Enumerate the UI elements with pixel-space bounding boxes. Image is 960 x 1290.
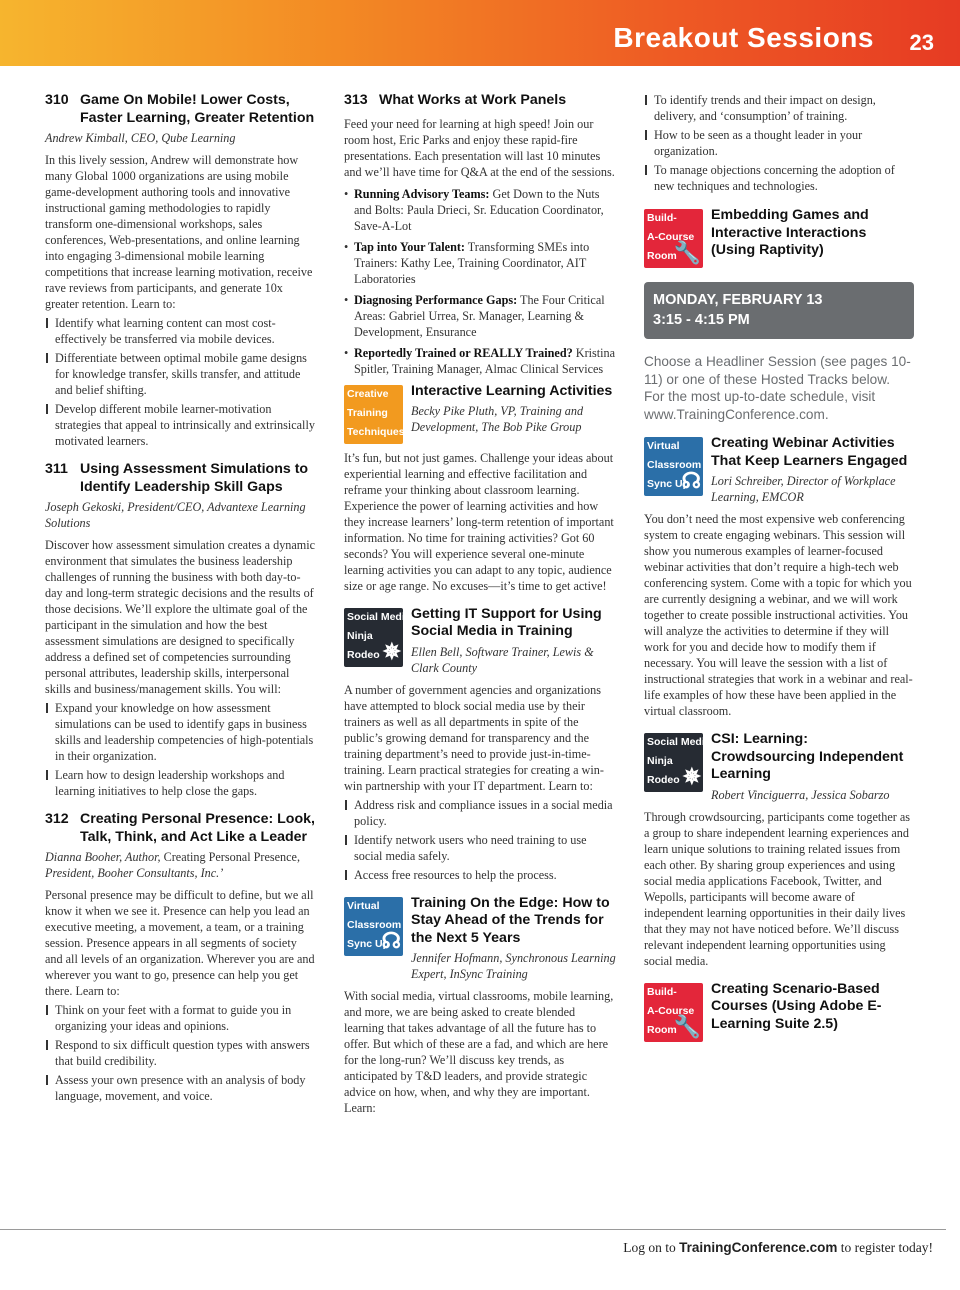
social-media-ninja-rodeo-badge: Social Media Ninja Rodeo ✵ bbox=[344, 608, 403, 667]
session-title: Game On Mobile! Lower Costs, Faster Learning, Greater Retention bbox=[80, 92, 315, 126]
panel-item: • Running Advisory Teams: Get Down to the Nuts and Bolts: Paula Drieci, Sr. Education Coordinator, Save-A-Lot bbox=[344, 186, 616, 234]
objective-item: How to be seen as a thought leader in your organization. bbox=[644, 127, 914, 159]
session-title: Creating Webinar Activities That Keep Learners Engaged bbox=[711, 435, 908, 469]
headset-icon: ☊ bbox=[681, 468, 701, 493]
session-description: Feed your need for learning at high speed! Join our room host, Eric Parks and enjoy these rapid-fire presentations. Each presentation will last 10 minutes and we’ll have time for Q&A at the end of the sessions. bbox=[344, 116, 615, 179]
speaker-book: Creating Personal Presence, bbox=[163, 850, 300, 864]
build-a-course-room-badge: Build- A-Course Room 🔧 bbox=[644, 209, 703, 268]
column-1 bbox=[45, 92, 317, 1104]
track-embedding-games bbox=[644, 209, 914, 268]
panel-item: • Diagnosing Performance Gaps: The Four Critical Areas: Gabriel Urrea, Sr. Manager, Learning & Development, Ensurance bbox=[344, 292, 616, 340]
headset-icon: ☊ bbox=[381, 927, 401, 953]
objective-item: Learn how to design leadership workshops and learning initiatives to help close the gaps. bbox=[45, 767, 317, 799]
session-description: With social media, virtual classrooms, mobile learning, and more, we are being asked to create blended learning that takes advantage of all the future has to offer. But which of these are a fad, and which are here for the long-run? We’ll discuss key trends, as anticipated by T&D leaders, and provide strategic advice on how, when, and why they are important. Learn: bbox=[344, 989, 614, 1115]
session-title: Getting IT Support for Using Social Media in Training bbox=[411, 605, 602, 639]
objective-item: Address risk and compliance issues in a social media policy. bbox=[344, 797, 616, 829]
session-speaker: Andrew Kimball, CEO, Qube Learning bbox=[45, 131, 236, 145]
column-3 bbox=[644, 92, 914, 1042]
session-title: CSI: Learning: Crowdsourcing Independent Learning bbox=[711, 731, 904, 782]
session-speaker: Robert Vinciguerra, Jessica Sobarzo bbox=[711, 787, 890, 802]
objective-item: Differentiate between optimal mobile game designs for knowledge transfer, skills transfer, and attitude and belief shifting. bbox=[45, 350, 317, 398]
session-speaker: Joseph Gekoski, President/CEO, Advantexe Learning Solutions bbox=[45, 500, 306, 530]
learning-objectives bbox=[45, 700, 317, 799]
site-link[interactable]: TrainingConference.com bbox=[679, 1240, 838, 1255]
ninja-star-icon: ✵ bbox=[682, 764, 701, 789]
learning-objectives bbox=[45, 1002, 317, 1104]
objective-item: Develop different mobile learner-motivation strategies that appeal to intrinsically and extrinsically motivated learners. bbox=[45, 401, 317, 449]
learning-objectives bbox=[344, 797, 616, 883]
session-description: You don’t need the most expensive web conferencing system to create engaging webinars. This session will show you numerous examples of learner-focused webinar activities that don’t require a high-tech web conferencing system. Come with a topic for which you are currently designing a webinar, and we will work together to create possible instructional activities. You will analyze the activities to determine if they will work for you and decide how to modify them if necessary. You will leave the session with a list of instructional strategies that work in a webinar and real-life examples of how these have been applied in the virtual classroom. bbox=[644, 512, 913, 718]
objective-item: To identify trends and their impact on design, delivery, and ‘consumption’ of training. bbox=[644, 92, 914, 124]
wrench-icon: 🔧 bbox=[673, 1013, 701, 1039]
objective-item: Assess your own presence with an analysis of body language, movement, and voice. bbox=[45, 1072, 317, 1104]
session-311 bbox=[45, 461, 317, 799]
build-a-course-room-badge: Build- A-Course Room 🔧 bbox=[644, 983, 703, 1042]
session-number: 313 bbox=[344, 92, 368, 108]
virtual-classroom-sync-up-badge: Virtual Classroom Sync Up ☊ bbox=[644, 437, 703, 496]
session-description: In this lively session, Andrew will demonstrate how many Global 1000 organizations are using mobile game-development authoring tools and innovative instructional gaming methodologies to rapidly transform one-dimensional workshops, sales conferences, Web-presentations, and online learning into engaging 3-dimensional mobile learning competitions that increase learning motivation, receive rave reviews from participants, and generate 10x greater retention. Learn to: bbox=[45, 153, 313, 311]
learning-objectives bbox=[644, 92, 914, 194]
session-description: Discover how assessment simulation creates a dynamic environment that simulates the business leadership challenges of running the business with both day-to-day and long-term strategic decisions and the results of those decisions. We’ll explore the ultimate goal of the participant in the simulation and how the best assessment simulations are designed to specifically address a defined set of competencies surrounding personal attributes, leadership skills, interpersonal skills and business/management skills. You will: bbox=[45, 538, 316, 696]
session-description: Personal presence may be difficult to define, but we all know it when we see it. Presence can help you lead an executive meeting, a movement, a team, or a training session. Presence appears in all segments of society and all levels of an organization. Wherever you are and wherever you want to go, presence can help you get there. Learn to: bbox=[45, 888, 315, 998]
footer-divider bbox=[0, 1229, 946, 1230]
session-speaker: Ellen Bell, Software Trainer, Lewis & Clark County bbox=[411, 644, 594, 675]
footer-cta: Log on to TrainingConference.com to register today! bbox=[623, 1240, 933, 1255]
virtual-classroom-sync-up-badge: Virtual Classroom Sync Up ☊ bbox=[344, 897, 403, 956]
learning-objectives bbox=[45, 315, 317, 449]
session-310 bbox=[45, 92, 317, 449]
objective-item: Access free resources to help the process. bbox=[344, 867, 616, 883]
panel-list bbox=[344, 186, 616, 377]
session-title: Interactive Learning Activities bbox=[411, 382, 613, 399]
objective-item: Identify what learning content can most cost-effectively be transferred via mobile devices. bbox=[45, 315, 317, 347]
objective-item: Respond to six difficult question types with answers that build credibility. bbox=[45, 1037, 317, 1069]
session-title: Creating Scenario-Based Courses (Using Adobe E-Learning Suite 2.5) bbox=[711, 980, 882, 1032]
session-description: It’s fun, but not just games. Challenge your ideas about experiential learning and effective facilitation and reframe your thinking about classroom learning. Experience the power of learning activities and how they increase learners’ long-term retention of important information. No time for training activities? Got 60 seconds? You will experience several one-minute learning activities you can adapt to any topic, audience size or age range. No excuses—it’s time to get active! bbox=[344, 450, 614, 593]
objective-item: Think on your feet with a format to guide you in organizing your ideas and opinions. bbox=[45, 1002, 317, 1034]
column-2 bbox=[344, 92, 616, 1116]
session-speaker: Lori Schreiber, Director of Workplace Learning, EMCOR bbox=[711, 474, 896, 504]
session-number: 312 bbox=[45, 811, 69, 827]
track-webinar-activities bbox=[644, 437, 914, 719]
track-csi-learning bbox=[644, 733, 914, 969]
track-scenario-courses bbox=[644, 980, 914, 1042]
header-banner bbox=[0, 0, 960, 66]
session-speaker: Jennifer Hofmann, Synchronous Learning Expert, InSync Training bbox=[411, 951, 616, 981]
session-title: Embedding Games and Interactive Interactions (Using Raptivity) bbox=[711, 207, 869, 258]
page-number: 23 bbox=[909, 30, 934, 55]
session-description: Through crowdsourcing, participants come together as a group to share independent learning experiences and learn unique solutions to training related issues from each other. By sharing group experiences and using social media applications Facebook, Twitter, and Wepolls, participants will become aware of independent learning opportunities in their daily lives that they may not have noticed before. We’ll discuss relevant independent learning opportunities using social media. bbox=[644, 809, 911, 968]
session-number: 310 bbox=[45, 92, 69, 108]
session-title: What Works at Work Panels bbox=[379, 92, 567, 108]
time-slot-box bbox=[644, 282, 914, 339]
headliner-note: Choose a Headliner Session (see pages 10-11) or one of these Hosted Tracks below. For the most up-to-date schedule, visit www.TrainingConference.com. bbox=[644, 354, 911, 422]
session-number: 311 bbox=[45, 461, 68, 477]
track-it-support bbox=[344, 605, 616, 883]
section-title: Breakout Sessions bbox=[613, 22, 874, 53]
time-slot-time: 3:15 - 4:15 PM bbox=[653, 312, 750, 328]
creative-training-techniques-badge: Creative Training Techniques bbox=[344, 385, 403, 444]
session-speaker: Becky Pike Pluth, VP, Training and Development, The Bob Pike Group bbox=[411, 404, 584, 434]
track-interactive-learning bbox=[344, 382, 616, 594]
session-313 bbox=[344, 92, 616, 377]
session-title: Training On the Edge: How to Stay Ahead of the Trends for the Next 5 Years bbox=[411, 894, 610, 946]
session-speaker bbox=[45, 849, 317, 881]
session-title: Using Assessment Simulations to Identify Leadership Skill Gaps bbox=[80, 461, 309, 495]
speaker-name: Dianna Booher, Author, bbox=[45, 850, 161, 864]
panel-item: • Reportedly Trained or REALLY Trained? Kristina Spitler, Training Manager, Almac Clinical Services bbox=[344, 345, 616, 377]
session-312 bbox=[45, 811, 317, 1104]
session-title: Creating Personal Presence: Look, Talk, Think, and Act Like a Leader bbox=[80, 811, 315, 845]
objective-item: Expand your knowledge on how assessment simulations can be used to identify gaps in business skills and leadership competencies of high-potentials in their organization. bbox=[45, 700, 317, 764]
objective-item: To manage objections concerning the adoption of new techniques and technologies. bbox=[644, 162, 914, 194]
session-description: A number of government agencies and organizations have attempted to block social media use by their trainers as well as all departments in spite of the public’s growing demand for transparency and the training department’s need to provide just-in-time-training. Learn practical strategies for creating a win-win partnership with your IT department. Learn to: bbox=[344, 682, 604, 793]
wrench-icon: 🔧 bbox=[673, 240, 701, 265]
speaker-role: President, Booher Consultants, Inc.’ bbox=[45, 866, 224, 880]
objective-item: Identify network users who need training to use social media safely. bbox=[344, 832, 616, 864]
track-training-on-edge bbox=[344, 894, 616, 1117]
social-media-ninja-rodeo-badge: Social Media Ninja Rodeo ✵ bbox=[644, 733, 703, 792]
time-slot-day: MONDAY, FEBRUARY 13 bbox=[653, 292, 823, 308]
panel-item: • Tap into Your Talent: Transforming SMEs into Trainers: Kathy Lee, Training Coordinator, AIT Laboratories bbox=[344, 239, 616, 287]
ninja-star-icon: ✵ bbox=[382, 638, 401, 664]
